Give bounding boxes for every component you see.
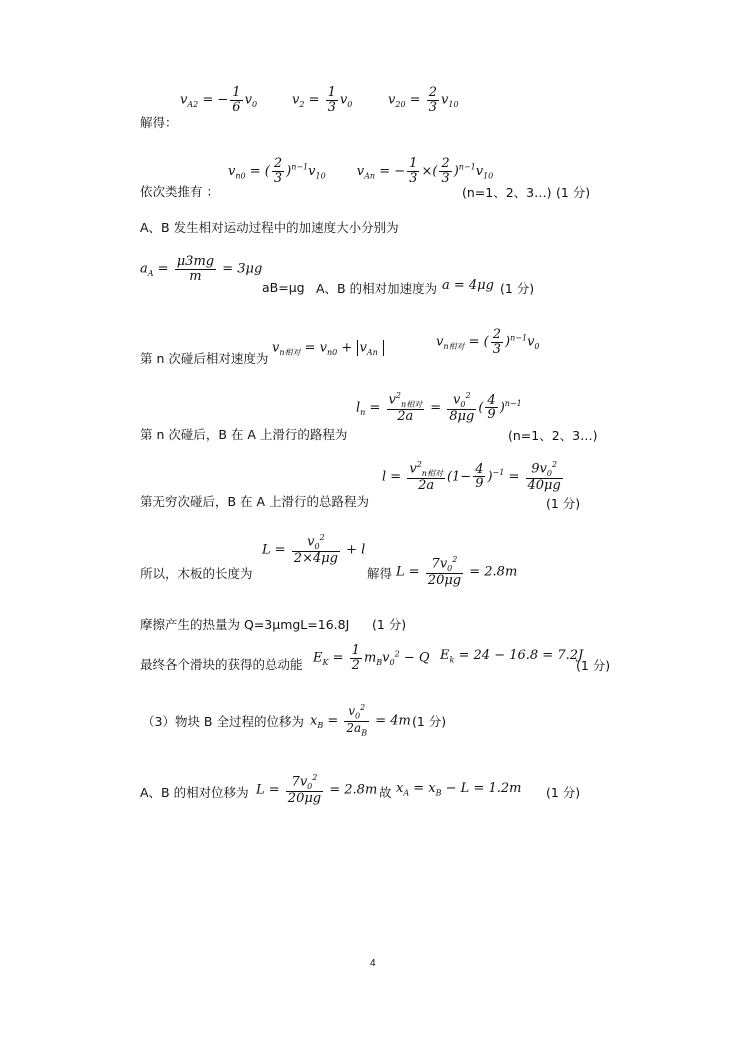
formula-xB: $x_B$ = $\frac{v_0^2}{2a_B}$ = 4m xyxy=(310,703,411,738)
formula-L: L = $\frac{v_0^2}{2\times 4\mu g}$ + l xyxy=(262,533,366,567)
jiede2-text: 解得 xyxy=(367,566,393,581)
formula-xA: $x_A = x_B - L = 1.2m$ xyxy=(396,781,522,798)
score-7: (1 分) xyxy=(546,785,581,800)
infinite-path-text: 第无穷次碰后，B 在 A 上滑行的总路程为 xyxy=(140,494,370,509)
score-2: (1 分) xyxy=(500,281,535,296)
formula-vrel2: $v_{n相对}$ = ( $\frac{2}{3}$ )$^{n-1}v_0$ xyxy=(436,327,540,357)
score-4: (1 分) xyxy=(372,617,407,632)
formula-l: l = $\frac{v^2_{n相对}}{2a}$ (1− $\frac{4}{9}$ )$^{-1}$ = $\frac{9v_0^2}{40\mu g}$ xyxy=(382,460,561,494)
nth-path-text: 第 n 次碰后，B 在 A 上滑行的路程为 xyxy=(140,427,348,442)
formula-L2: L = $\frac{7v_0^2}{20\mu g}$ = 2.8m xyxy=(396,555,518,589)
gu-text: 故 xyxy=(379,785,392,800)
score-6: (1 分) xyxy=(412,714,447,729)
score-3: (1 分) xyxy=(546,496,581,511)
rel-accel-text: A、B 的相对加速度为 xyxy=(316,281,438,296)
formula-Ek: $E_K$ = $\frac{1}{2}$ $m_Bv_0^2 - Q$ xyxy=(313,643,430,673)
part3-text: （3）物块 B 全过程的位移为 xyxy=(142,714,304,729)
nth-rel-speed-text: 第 n 次碰后相对速度为 xyxy=(140,351,269,366)
n-range-1: (n=1、2、3…) xyxy=(462,185,552,200)
board-length-text: 所以，木板的长度为 xyxy=(140,566,253,581)
n-range-2: (n=1、2、3…) xyxy=(508,428,598,443)
rel-disp-text: A、B 的相对位移为 xyxy=(140,785,249,800)
formula-a: a = 4μg xyxy=(442,278,494,293)
label-tuitui: 依次类推有 ： xyxy=(140,184,219,199)
ek-text: 最终各个滑块的获得的总动能 xyxy=(140,657,303,672)
formula-row-2: $v_{n0}$ = ( $\frac{2}{3}$ )$^{n-1}v_{10}$ $v_{An}$ = − $\frac{1}{3}$ ×( $\frac{2}{3}$ )$^{n-1}v_{10}$ xyxy=(228,156,494,186)
aB-text: aB=μg xyxy=(262,280,305,295)
accel-sentence: A、B 发生相对运动过程中的加速度大小分别为 xyxy=(140,220,399,235)
formula-Ek2: $E_k = 24 - 16.8 = 7.2J$ xyxy=(440,648,584,665)
page-number: 4 xyxy=(370,958,376,969)
score-1: (1 分) xyxy=(556,185,591,200)
heat-text: 摩擦产生的热量为 Q=3μmgL=16.8J xyxy=(140,617,350,632)
score-5: (1 分) xyxy=(576,658,611,673)
document-page: $v_{A2}$ = − $\frac{1}{6}$ $v_0$ $v_2$ = $\frac{1}{3}$ $v_0$ $v_{20}$ = $\frac{2}{3}$ $v_{10}$ 解得： $v_{n0}$ = ( $\frac{2}{3}$ )$^{n-1}v_{10}$ $v_{An}$ = − $\frac{1}{3}$ ×( $\frac{2}{3}$ )$^{n-1}v_{10}$ 依次类推有 ： (n=1、2、3…) (1 分) A、B 发生相对运动过程中的加速度大小分别为 $a_A$ = $\frac{\mu 3mg}{m}$ = 3μg aB=μg A、B 的相对加速度为 a = 4μg (1 分) $v_{n相对} = v_{n0} + v_{An}$ $v_{n相对}$ = ( $\frac{2}{3}$ )$^{n-1}v_0$ 第 n 次碰后相对速度为 $l_n$ = $\frac{v^2_{n相对}}{2a}$ = $\frac{v_0^2}{8\mu g}$ ( $\frac{4}{9}$ )$^{n-1}$ 第 n 次碰后，B 在 A 上滑行的路程为 (n=1、2、3…) l = $\frac{v^2_{n相对}}{2a}$ (1− $\frac{4}{9}$ )$^{-1}$ = $\frac{9v_0^2}{40\mu g}$ 第无穷次碰后，B 在 A 上滑行的总路程为 (1 分) L = $\frac{v_0^2}{2\times 4\mu g}$ + l 所以，木板的长度为 解得 L = $\frac{7v_0^2}{20\mu g}$ = 2.8m 摩擦产生的热量为 Q=3μmgL=16.8J (1 分) 最终各个滑块的获得的总动能 $E_K$ = $\frac{1}{2}$ $m_Bv_0^2 - Q$ $E_k = 24 - 16.8 = 7.2J$ (1 分) （3）物块 B 全过程的位移为 $x_B$ = $\frac{v_0^2}{2a_B}$ = 4m (1 分) A、B 的相对位移为 L = $\frac{7v_0^2}{20\mu g}$ = 2.8m 故 $x_A = x_B - L = 1.2m$ (1 分) 4 xyxy=(0,0,750,1039)
label-jiede: 解得： xyxy=(140,115,178,130)
formula-vrel: $v_{n相对} = v_{n0} + v_{An}$ xyxy=(272,340,385,358)
formula-aA: $a_A$ = $\frac{\mu 3mg}{m}$ = 3μg xyxy=(140,254,263,284)
formula-L3: L = $\frac{7v_0^2}{20\mu g}$ = 2.8m xyxy=(256,773,378,807)
formula-ln: $l_n$ = $\frac{v^2_{n相对}}{2a}$ = $\frac{v_0^2}{8\mu g}$ ( $\frac{4}{9}$ )$^{n-1}$ xyxy=(356,391,522,425)
